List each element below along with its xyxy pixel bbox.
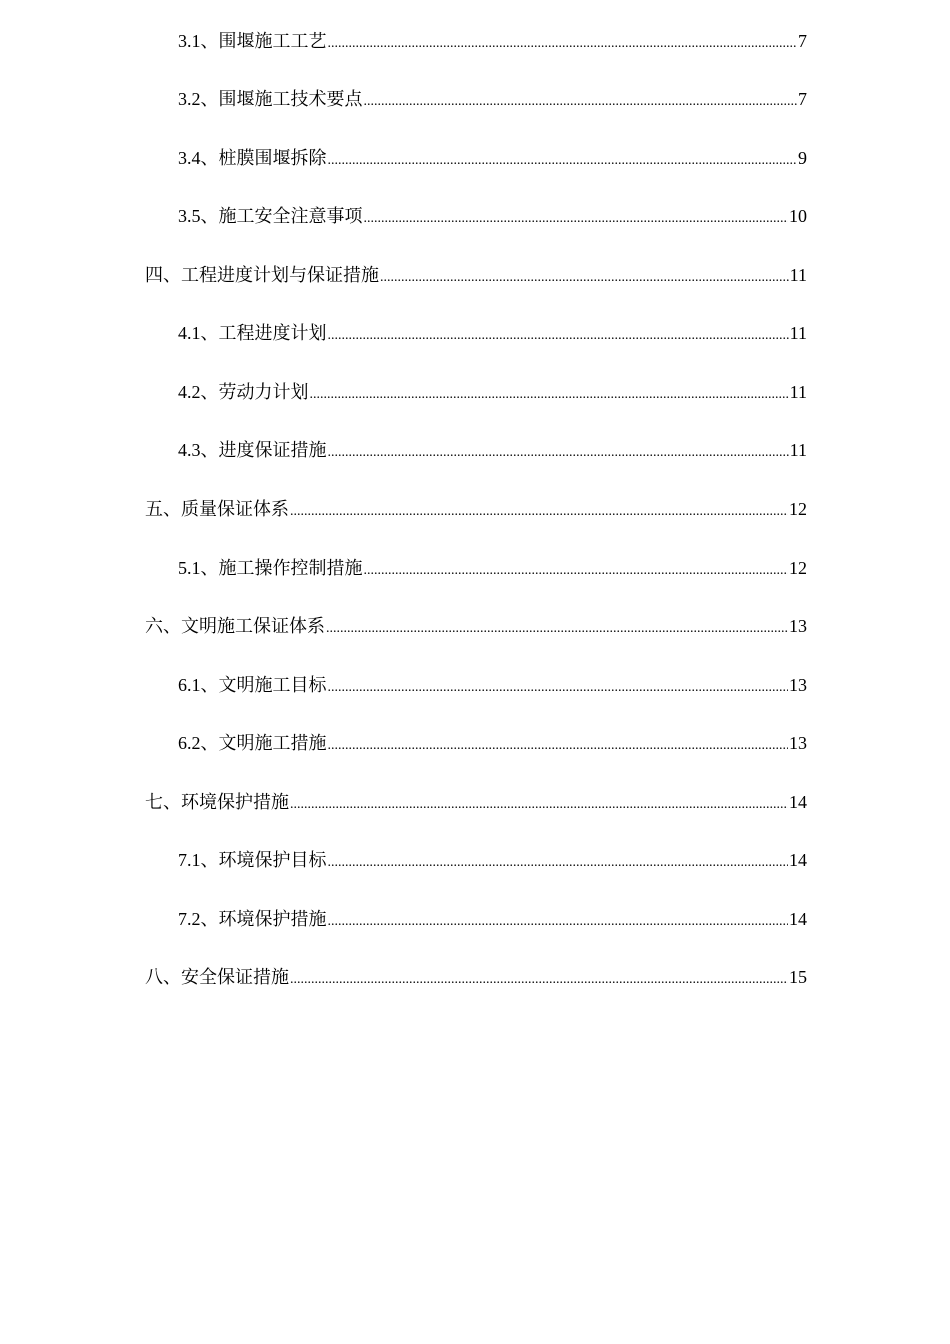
toc-dot-leader — [328, 149, 798, 173]
toc-entry-page: 11 — [789, 323, 807, 343]
toc-entry-title: 6.1、文明施工目标 — [178, 675, 327, 695]
toc-entry-chapter-8[interactable] — [145, 965, 807, 989]
toc-entry-title: 3.5、施工安全注意事项 — [178, 206, 363, 226]
toc-entry-title: 3.4、桩膜围堰拆除 — [178, 148, 327, 168]
toc-entry-title: 七、环境保护措施 — [145, 792, 289, 812]
toc-entry-page: 11 — [789, 265, 807, 285]
toc-entry-3-2[interactable] — [178, 87, 807, 111]
toc-entry-title: 5.1、施工操作控制措施 — [178, 558, 363, 578]
toc-dot-leader — [364, 559, 789, 583]
toc-entry-6-2[interactable] — [178, 731, 807, 755]
toc-dot-leader — [328, 324, 789, 348]
toc-entry-chapter-6[interactable] — [145, 614, 807, 638]
toc-entry-page: 14 — [789, 792, 807, 812]
toc-entry-page: 15 — [789, 967, 807, 987]
toc-dot-leader — [310, 383, 789, 407]
toc-entry-title: 四、工程进度计划与保证措施 — [145, 265, 379, 285]
toc-entry-page: 11 — [789, 382, 807, 402]
toc-dot-leader — [290, 968, 788, 992]
toc-entry-7-1[interactable] — [178, 848, 807, 872]
toc-dot-leader — [364, 90, 798, 114]
toc-entry-page: 13 — [789, 733, 807, 753]
toc-entry-title: 4.3、进度保证措施 — [178, 440, 327, 460]
toc-dot-leader — [290, 500, 788, 524]
toc-entry-title: 4.2、劳动力计划 — [178, 382, 309, 402]
toc-dot-leader — [328, 851, 789, 875]
toc-entry-title: 3.2、围堰施工技术要点 — [178, 89, 363, 109]
toc-dot-leader — [328, 734, 789, 758]
toc-entry-6-1[interactable] — [178, 673, 807, 697]
toc-entry-3-4[interactable] — [178, 146, 807, 170]
toc-entry-page: 10 — [789, 206, 807, 226]
toc-entry-page: 9 — [798, 148, 807, 168]
toc-entry-chapter-5[interactable] — [145, 497, 807, 521]
toc-entry-page: 7 — [798, 31, 807, 51]
toc-entry-chapter-4[interactable] — [145, 263, 807, 287]
toc-entry-chapter-7[interactable] — [145, 790, 807, 814]
toc-entry-title: 3.1、围堰施工工艺 — [178, 31, 327, 51]
toc-entry-3-5[interactable] — [178, 204, 807, 228]
toc-dot-leader — [328, 910, 789, 934]
toc-entry-title: 六、文明施工保证体系 — [145, 616, 325, 636]
toc-entry-page: 7 — [798, 89, 807, 109]
toc-dot-leader — [380, 266, 789, 290]
toc-entry-page: 11 — [789, 440, 807, 460]
toc-entry-title: 7.1、环境保护目标 — [178, 850, 327, 870]
toc-entry-title: 4.1、工程进度计划 — [178, 323, 327, 343]
toc-entry-page: 12 — [789, 499, 807, 519]
toc-entry-title: 7.2、环境保护措施 — [178, 909, 327, 929]
toc-dot-leader — [364, 207, 789, 231]
toc-entry-page: 14 — [789, 850, 807, 870]
toc-dot-leader — [326, 617, 788, 641]
toc-entry-4-2[interactable] — [178, 380, 807, 404]
toc-entry-4-3[interactable] — [178, 438, 807, 462]
toc-dot-leader — [328, 32, 798, 56]
toc-entry-page: 12 — [789, 558, 807, 578]
toc-entry-page: 13 — [789, 616, 807, 636]
toc-dot-leader — [328, 441, 789, 465]
toc-entry-4-1[interactable] — [178, 321, 807, 345]
toc-entry-7-2[interactable] — [178, 907, 807, 931]
toc-entry-page: 14 — [789, 909, 807, 929]
toc-entry-page: 13 — [789, 675, 807, 695]
toc-entry-title: 6.2、文明施工措施 — [178, 733, 327, 753]
toc-entry-title: 五、质量保证体系 — [145, 499, 289, 519]
toc-dot-leader — [328, 676, 789, 700]
toc-dot-leader — [290, 793, 788, 817]
toc-entry-3-1[interactable] — [178, 29, 807, 53]
toc-entry-5-1[interactable] — [178, 556, 807, 580]
toc-entry-title: 八、安全保证措施 — [145, 967, 289, 987]
